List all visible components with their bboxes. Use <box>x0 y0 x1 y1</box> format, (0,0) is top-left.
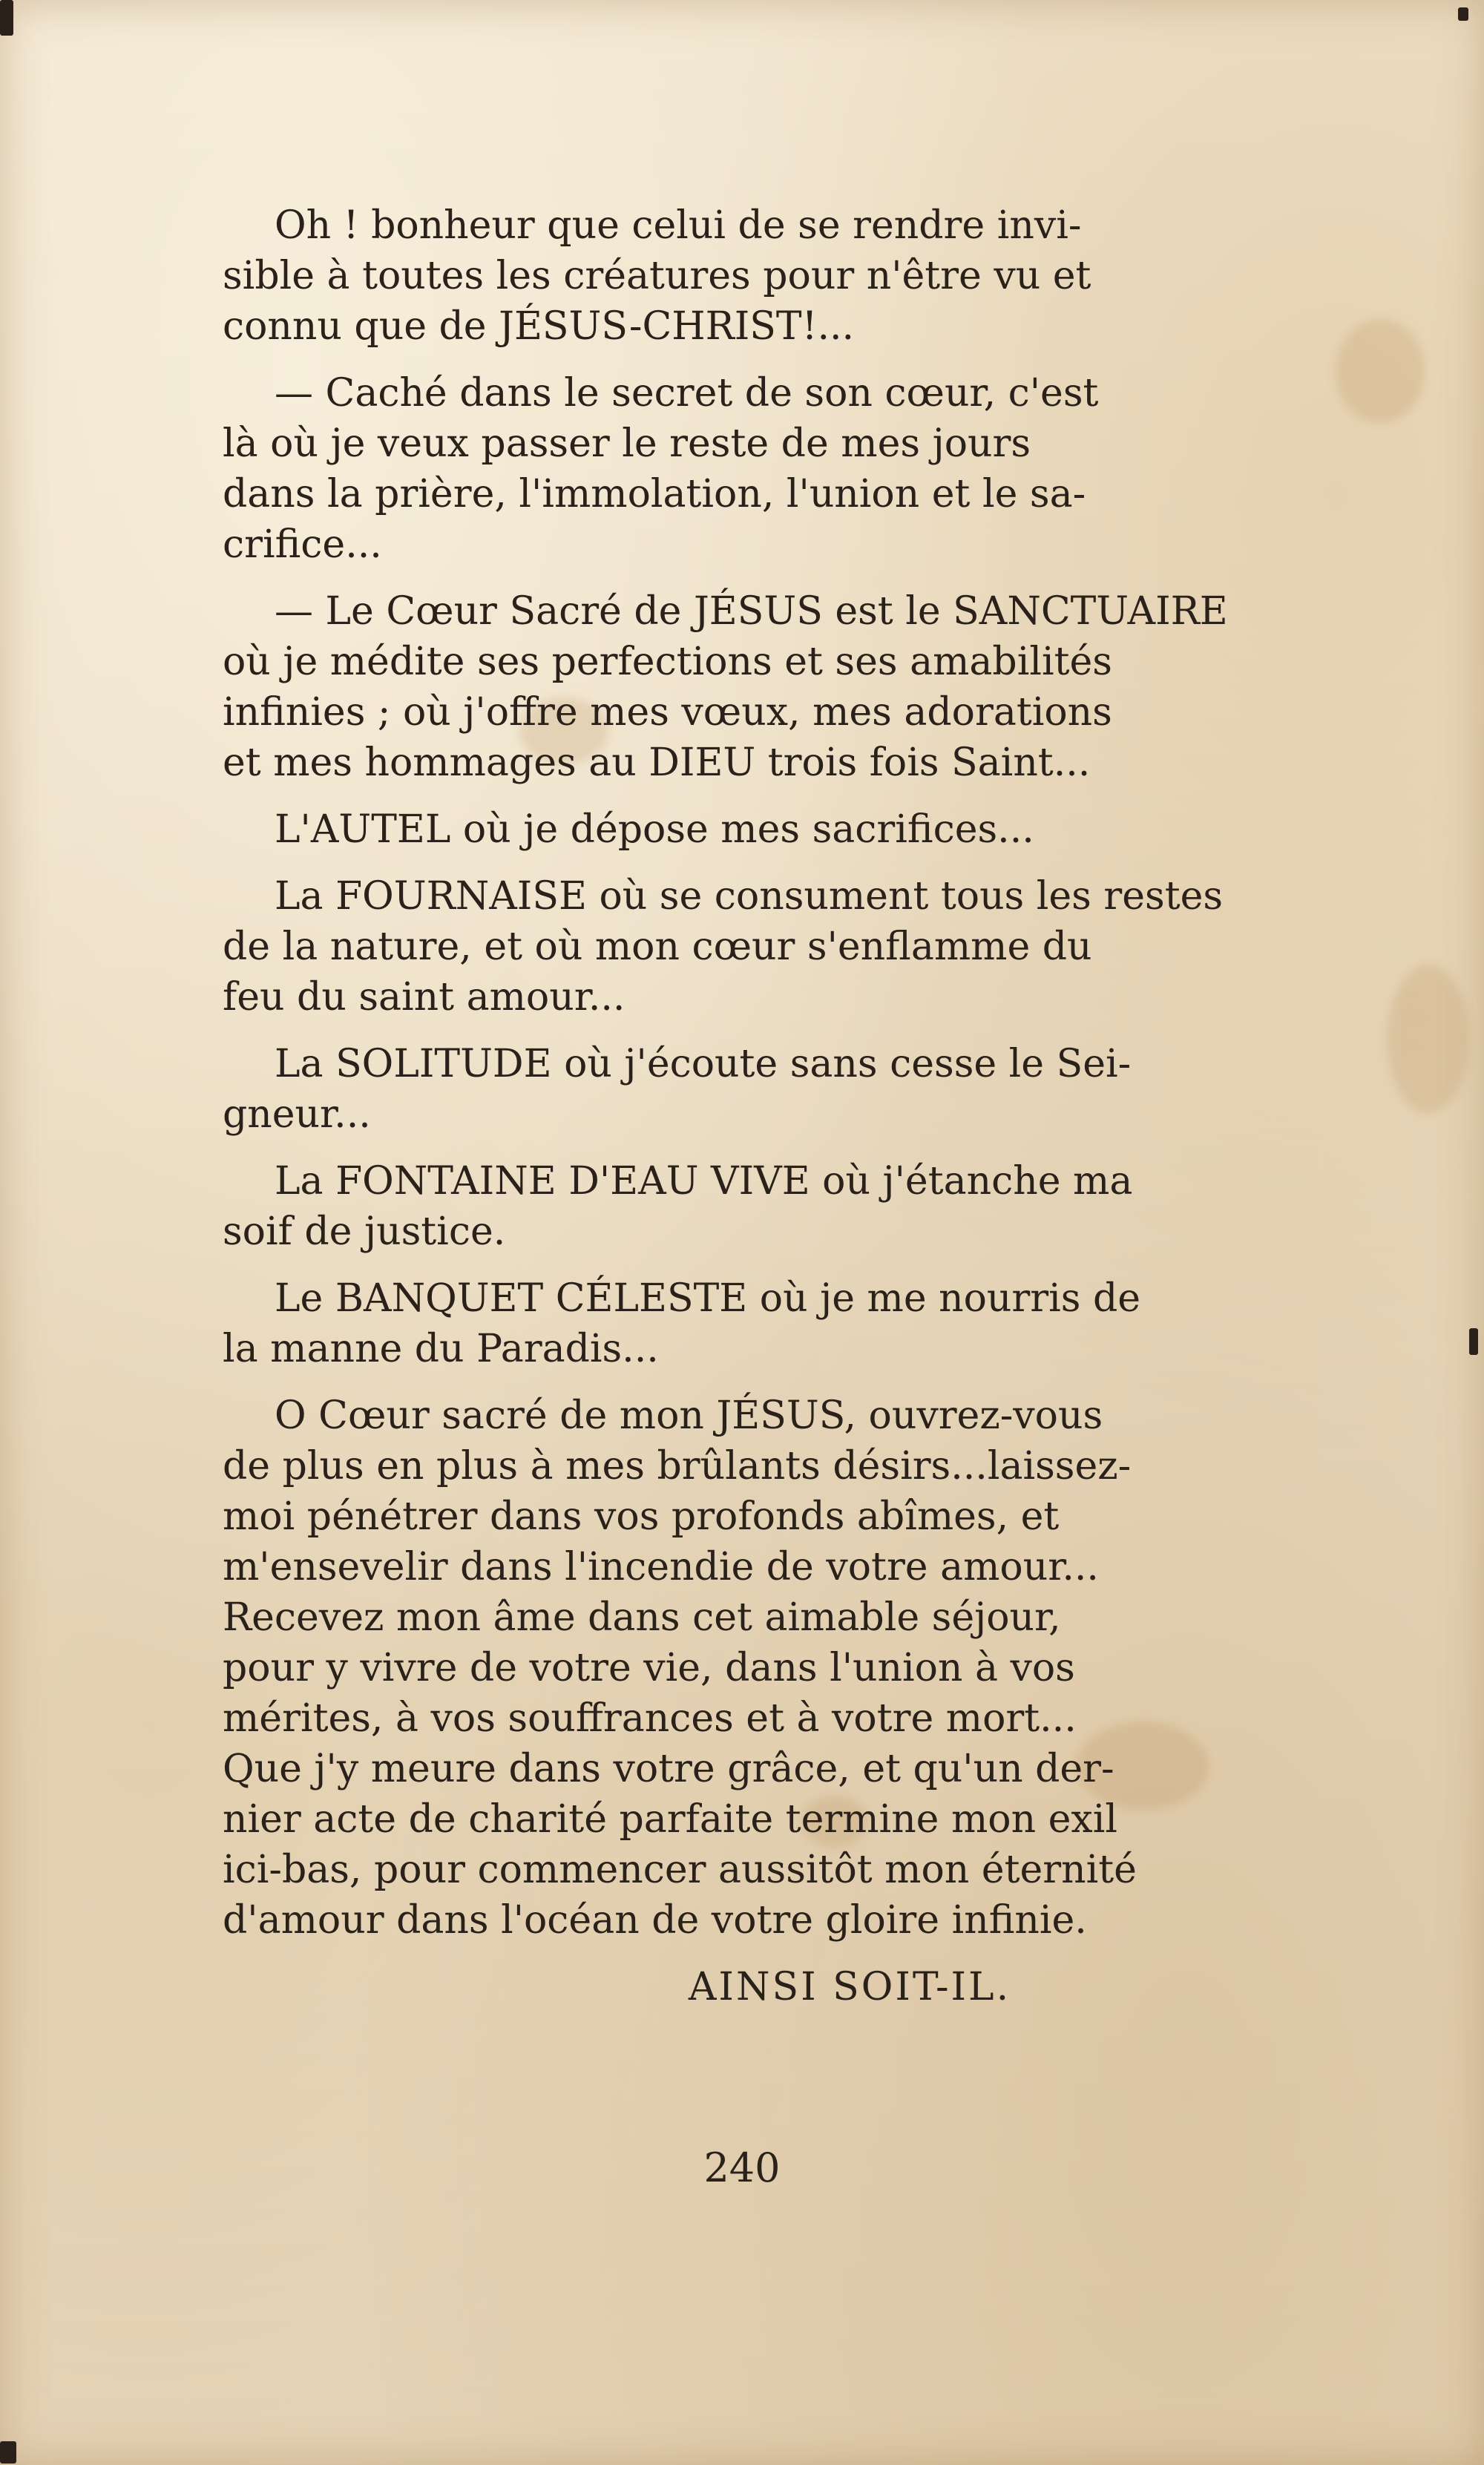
paragraph: L'AUTEL où je dépose mes sacrifices... <box>275 807 1034 852</box>
stain-mark <box>1388 965 1469 1113</box>
stain-mark <box>1336 319 1425 423</box>
paragraph: — Le Cœur Sacré de JÉSUS est le SANCTUAIRE où je médite ses perfections et ses amabilités infinies ; où j'offre mes vœux, mes adorations et mes hommages au DIEU trois fois Saint... <box>223 589 1228 785</box>
paragraph: Le BANQUET CÉLESTE où je me nourris de la manne du Paradis... <box>223 1276 1141 1371</box>
paragraph: Oh ! bonheur que celui de se rendre invi- sible à toutes les créatures pour n'être vu et connu que de JÉSUS-CHRIST!... <box>223 203 1091 349</box>
paragraph: La FONTAINE D'EAU VIVE où j'étanche ma soif de justice. <box>223 1159 1133 1254</box>
page-number: 240 <box>703 2144 781 2191</box>
paragraph: La FOURNAISE où se consument tous les restes de la nature, et où mon cœur s'enflamme du feu du saint amour... <box>223 874 1224 1020</box>
edge-mark <box>1458 7 1468 21</box>
paragraph: La SOLITUDE où j'écoute sans cesse le Sei- gneur... <box>223 1042 1132 1137</box>
closing-signature: AINSI SOIT-IL. <box>688 1965 1011 2009</box>
paragraph: O Cœur sacré de mon JÉSUS, ouvrez-vous de plus en plus à mes brûlants désirs...laissez- moi pénétrer dans vos profonds abîmes, et m'ensevelir dans l'incendie de votre amour... Recevez mon âme dans cet aimable séjour, pour y vivre de votre vie, dans l'union à vos mérites, à vos souffrances et à votre mort... Que j'y meure dans votre grâce, et qu'un der- nier acte de charité parfaite termine mon exil ici-bas, pour commencer aussitôt mon éternité d'amour dans l'océan de votre gloire infinie. <box>223 1394 1137 1943</box>
edge-mark <box>0 0 13 36</box>
edge-mark <box>1469 1328 1478 1355</box>
prayer-text <box>223 200 1254 2012</box>
edge-mark <box>0 2441 16 2464</box>
paragraph: — Caché dans le secret de son cœur, c'est là où je veux passer le reste de mes jours dans la prière, l'immolation, l'union et le sa- crifice... <box>223 371 1099 567</box>
